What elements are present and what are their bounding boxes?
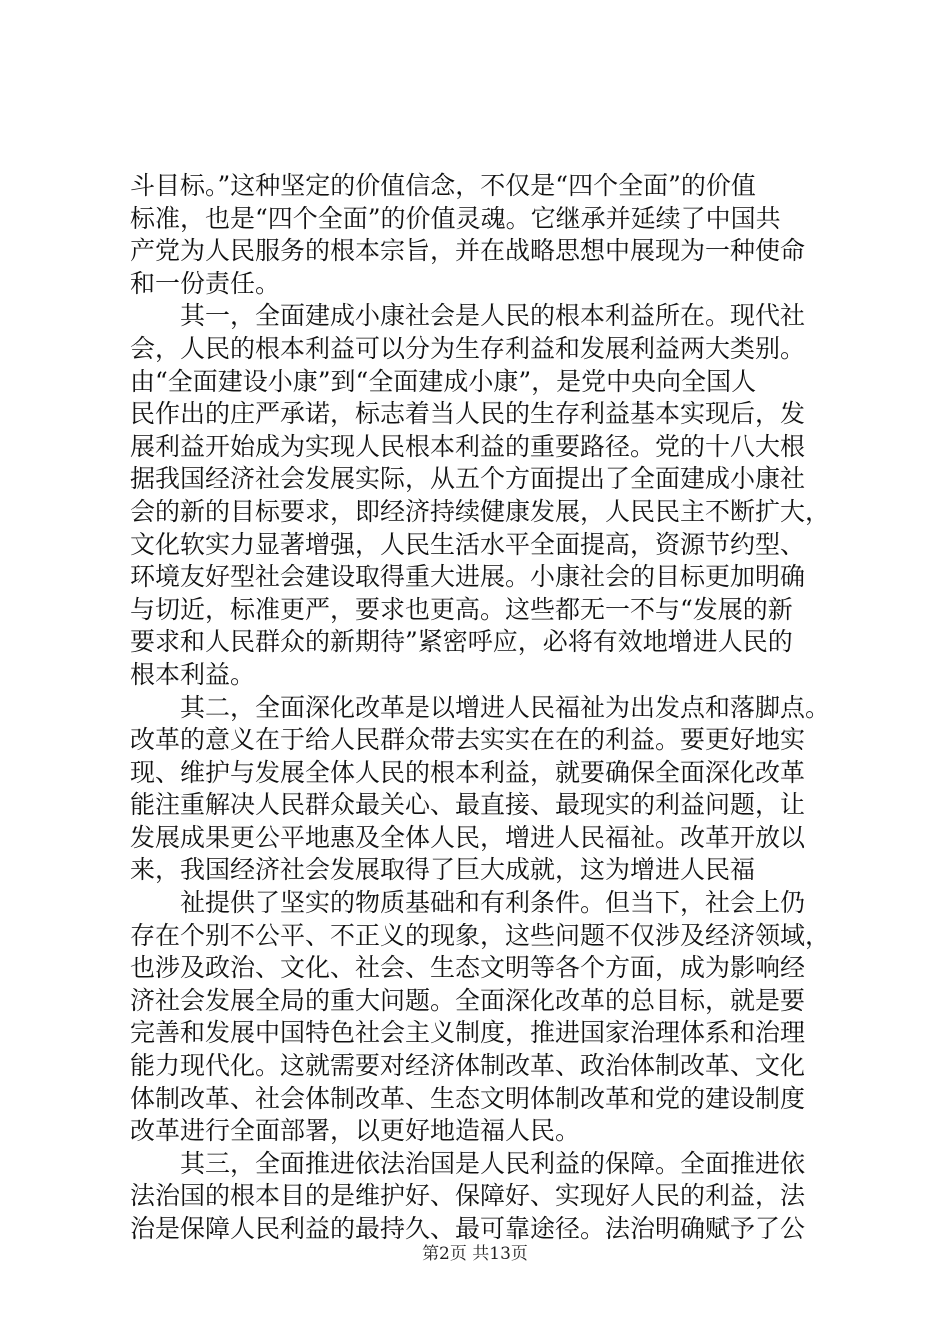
text-line: 其二，全面深化改革是以增进人民福祉为出发点和落脚点。 [180,692,831,722]
text-line: 文化软实力显著增强，人民生活水平全面提高，资源节约型、 [130,529,806,559]
text-line: 环境友好型社会建设取得重大进展。小康社会的目标更加明确 [130,562,806,592]
page-number-footer: 第2页 共13页 [422,1244,528,1264]
text-line: 现、维护与发展全体人民的根本利益，就要确保全面深化改革 [130,757,806,787]
text-line: 体制改革、社会体制改革、生态文明体制改革和党的建设制度 [130,1083,806,1113]
text-line: 法治国的根本目的是维护好、保障好、实现好人民的利益，法 [130,1181,806,1211]
text-line: 改革的意义在于给人民群众带去实实在在的利益。要更好地实 [130,725,806,755]
text-line: 存在个别不公平、不正义的现象，这些问题不仅涉及经济领域， [130,920,831,950]
text-line: 治是保障人民利益的最持久、最可靠途径。法治明确赋予了公 [130,1214,806,1243]
text-line: 会的新的目标要求，即经济持续健康发展，人民民主不断扩大， [130,496,831,526]
text-line: 根本利益。 [130,659,256,689]
text-line: 由“全面建设小康”到“全面建成小康”，是党中央向全国人 [130,366,757,396]
text-line: 要求和人民群众的新期待”紧密呼应，必将有效地增进人民的 [130,627,793,657]
text-line: 和一份责任。 [130,268,281,298]
text-line: 来，我国经济社会发展取得了巨大成就，这为增进人民福 [130,855,756,885]
text-line: 也涉及政治、文化、社会、生态文明等各个方面，成为影响经 [130,953,806,983]
text-line: 会，人民的根本利益可以分为生存利益和发展利益两大类别。 [130,333,806,363]
text-line: 其一，全面建成小康社会是人民的根本利益所在。现代社 [180,301,806,331]
text-line: 济社会发展全局的重大问题。全面深化改革的总目标，就是要 [130,985,806,1015]
text-line: 民作出的庄严承诺，标志着当人民的生存利益基本实现后，发 [130,399,806,429]
text-line: 祉提供了坚实的物质基础和有利条件。但当下，社会上仍 [180,888,806,918]
text-line: 标准，也是“四个全面”的价值灵魂。它继承并延续了中国共 [130,203,781,233]
text-line: 据我国经济社会发展实际，从五个方面提出了全面建成小康社 [130,464,806,494]
text-line: 能力现代化。这就需要对经济体制改革、政治体制改革、文化 [130,1051,806,1081]
text-line: 能注重解决人民群众最关心、最直接、最现实的利益问题，让 [130,790,806,820]
text-line: 斗目标。”这种坚定的价值信念，不仅是“四个全面”的价值 [130,171,756,200]
text-line: 其三，全面推进依法治国是人民利益的保障。全面推进依 [180,1148,806,1178]
text-line: 产党为人民服务的根本宗旨，并在战略思想中展现为一种使命 [130,236,806,266]
document-body [130,170,830,1246]
text-line: 改革进行全面部署，以更好地造福人民。 [130,1116,581,1146]
text-line: 与切近，标准更严，要求也更高。这些都无一不与“发展的新 [130,594,793,624]
text-line: 完善和发展中国特色社会主义制度，推进国家治理体系和治理 [130,1018,806,1048]
text-line: 发展成果更公平地惠及全体人民，增进人民福祉。改革开放以 [130,822,806,852]
text-line: 展利益开始成为实现人民根本利益的重要路径。党的十八大根 [130,431,806,461]
